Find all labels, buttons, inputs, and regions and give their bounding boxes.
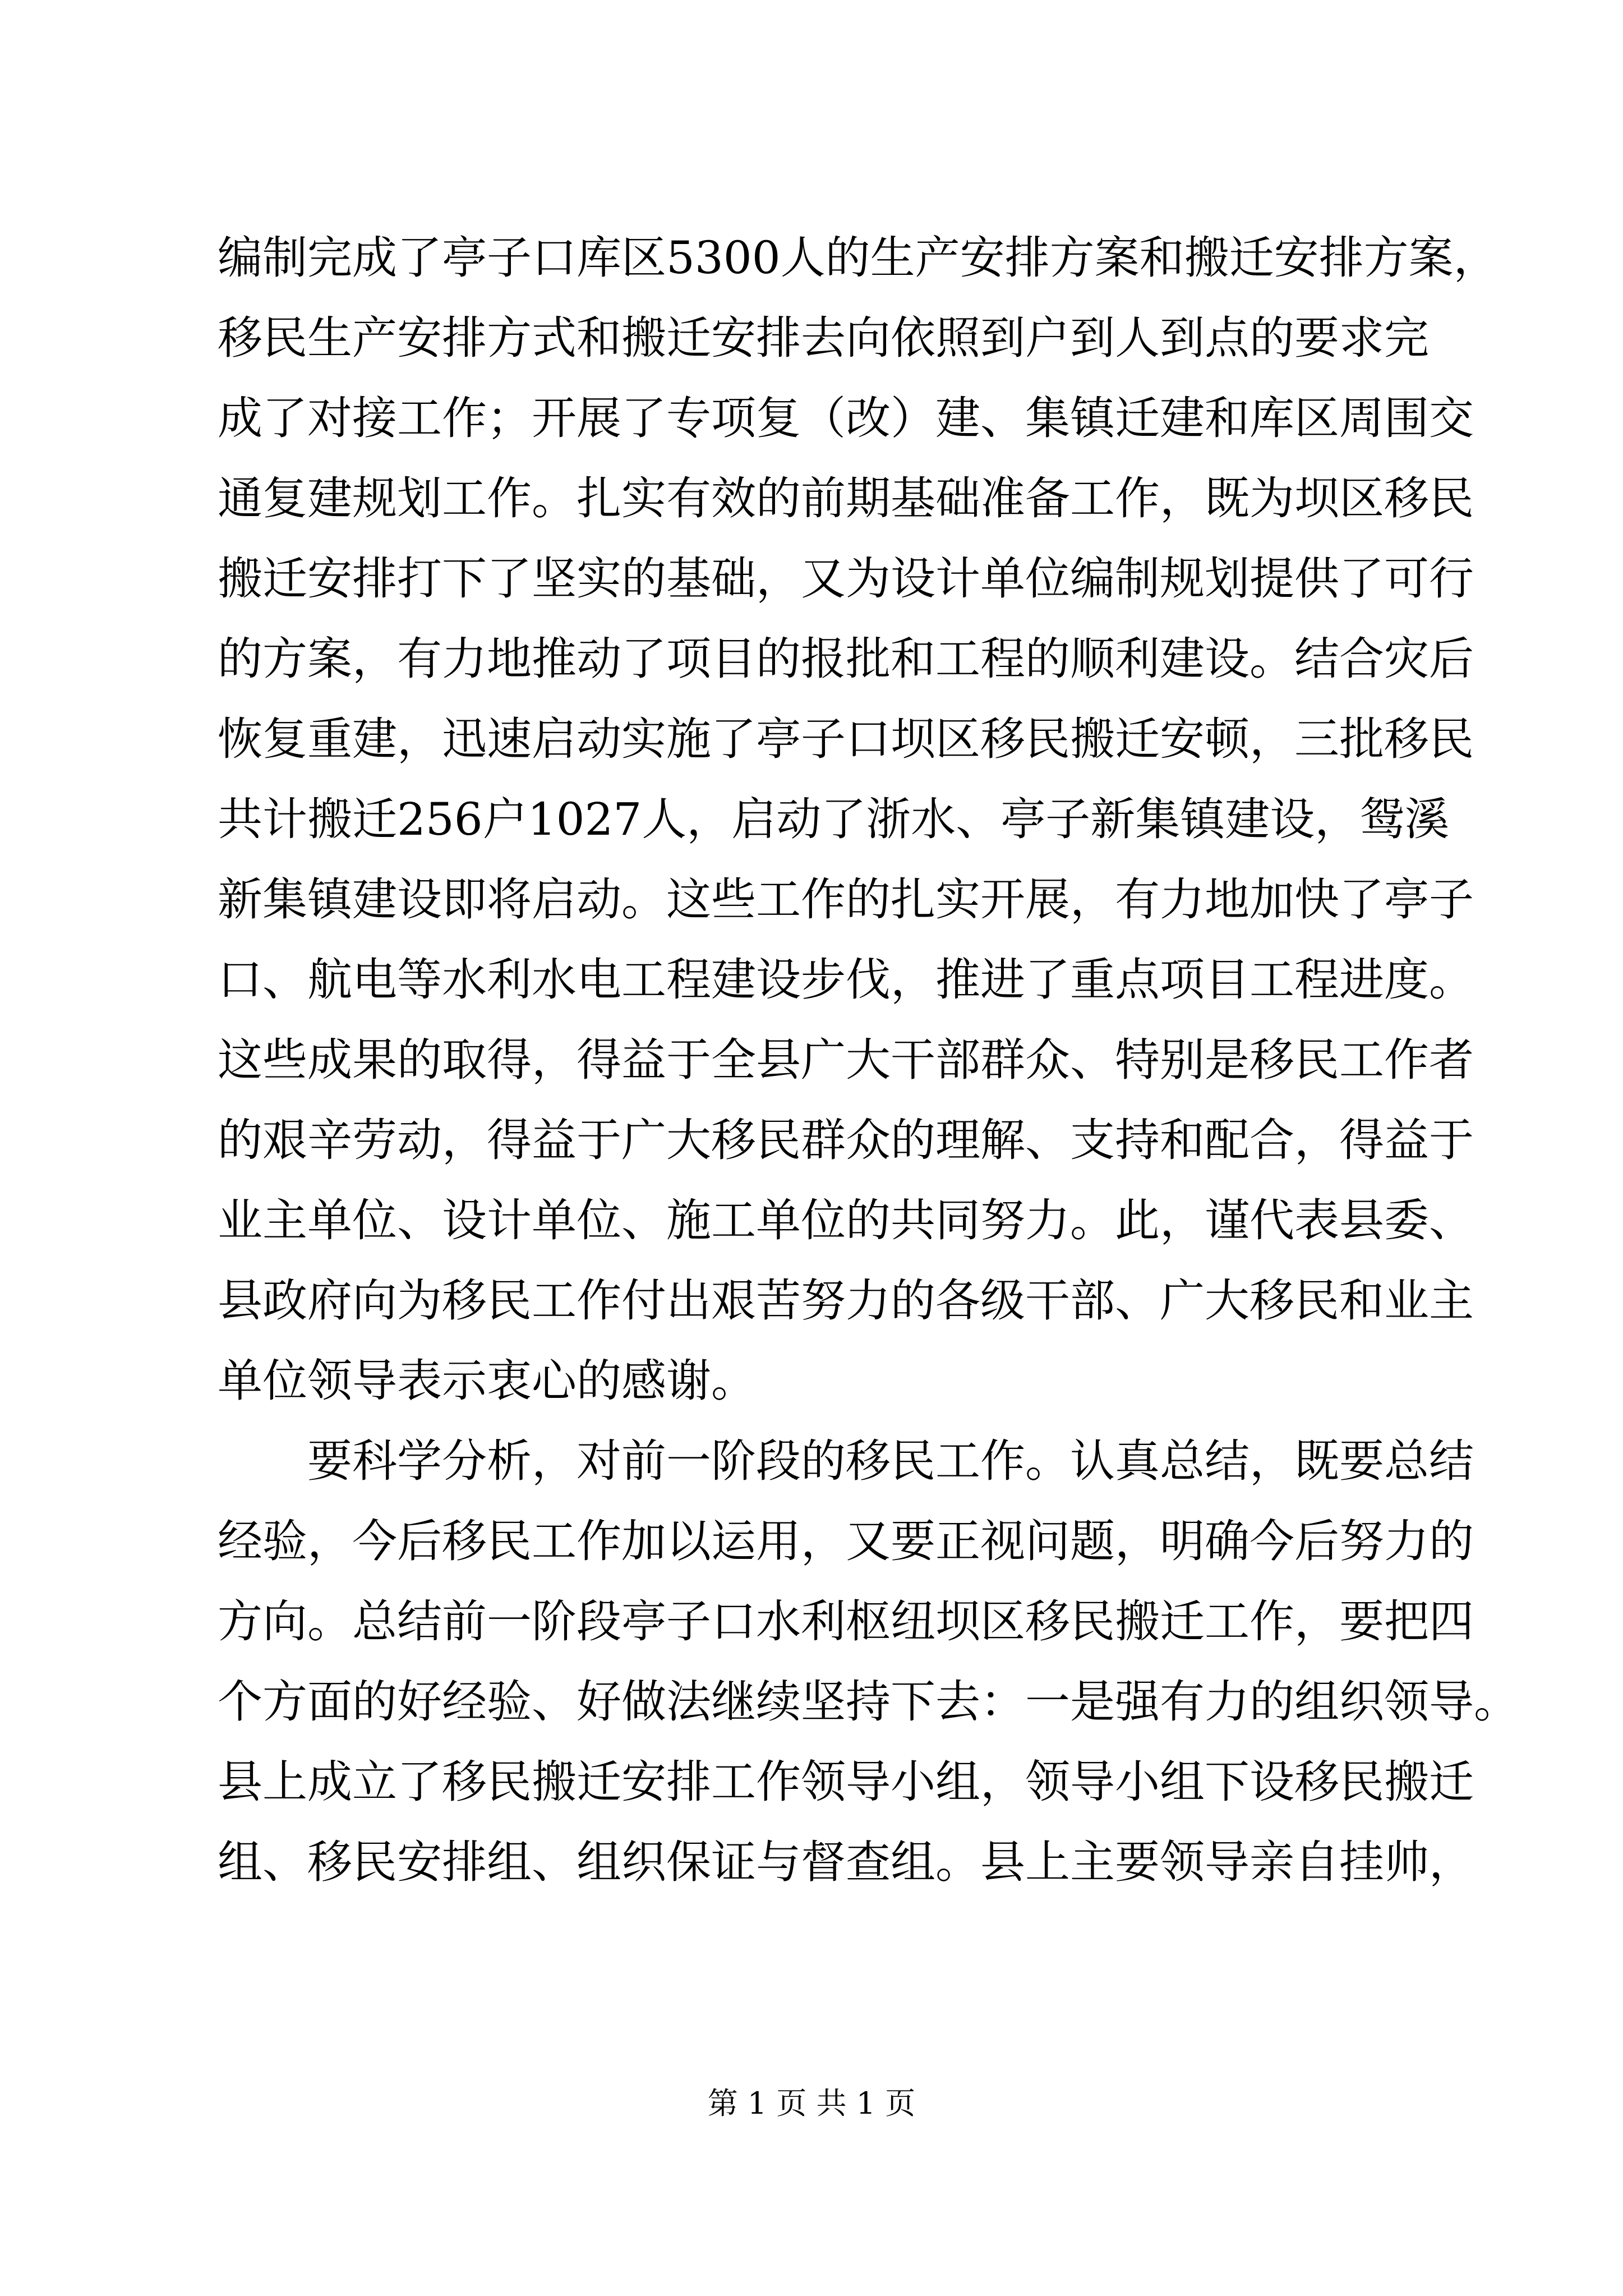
text-line: 搬迁安排打下了坚实的基础，又为设计单位编制规划提供了可行 — [218, 553, 1474, 605]
text-line: 编制完成了亭子口库区5300人的生产安排方案和搬迁安排方案， — [218, 232, 1498, 284]
text-line: 方向。总结前一阶段亭子口水利枢纽坝区移民搬迁工作，要把四 — [218, 1595, 1474, 1648]
body-text — [218, 218, 1519, 1902]
text-line: 组、移民安排组、组织保证与督查组。县上主要领导亲自挂帅， — [218, 1836, 1474, 1888]
text-line: 新集镇建设即将启动。这些工作的扎实开展，有力地加快了亭子 — [218, 873, 1474, 926]
text-line: 要科学分析，对前一阶段的移民工作。认真总结，既要总结 — [307, 1435, 1474, 1487]
text-line: 的艰辛劳动，得益于广大移民群众的理解、支持和配合，得益于 — [218, 1114, 1474, 1166]
text-line: 共计搬迁256户1027人，启动了浙水、亭子新集镇建设，鸳溪 — [218, 793, 1450, 845]
text-line: 经验，今后移民工作加以运用，又要正视问题，明确今后努力的 — [218, 1515, 1474, 1567]
page-footer: 第 1 页 共 1 页 — [707, 2086, 916, 2121]
text-line: 县政府向为移民工作付出艰苦努力的各级干部、广大移民和业主 — [218, 1274, 1474, 1327]
text-line: 单位领导表示衷心的感谢。 — [218, 1355, 756, 1407]
text-line: 口、航电等水利水电工程建设步伐，推进了重点项目工程进度。 — [218, 954, 1474, 1006]
text-line: 恢复重建，迅速启动实施了亭子口坝区移民搬迁安顿，三批移民 — [218, 713, 1474, 765]
paragraph — [218, 218, 1498, 1421]
text-line: 移民生产安排方式和搬迁安排去向依照到户到人到点的要求完 — [218, 312, 1429, 364]
text-line: 县上成立了移民搬迁安排工作领导小组，领导小组下设移民搬迁 — [218, 1756, 1474, 1808]
text-line: 通复建规划工作。扎实有效的前期基础准备工作，既为坝区移民 — [218, 472, 1474, 524]
text-line: 这些成果的取得，得益于全县广大干部群众、特别是移民工作者 — [218, 1034, 1474, 1086]
paragraph — [218, 1421, 1519, 1902]
text-line: 的方案，有力地推动了项目的报批和工程的顺利建设。结合灾后 — [218, 633, 1474, 685]
text-line: 成了对接工作；开展了专项复（改）建、集镇迁建和库区周围交 — [218, 392, 1474, 444]
text-line: 个方面的好经验、好做法继续坚持下去：一是强有力的组织领导。 — [218, 1676, 1519, 1728]
text-line: 业主单位、设计单位、施工单位的共同努力。此，谨代表县委、 — [218, 1194, 1474, 1246]
